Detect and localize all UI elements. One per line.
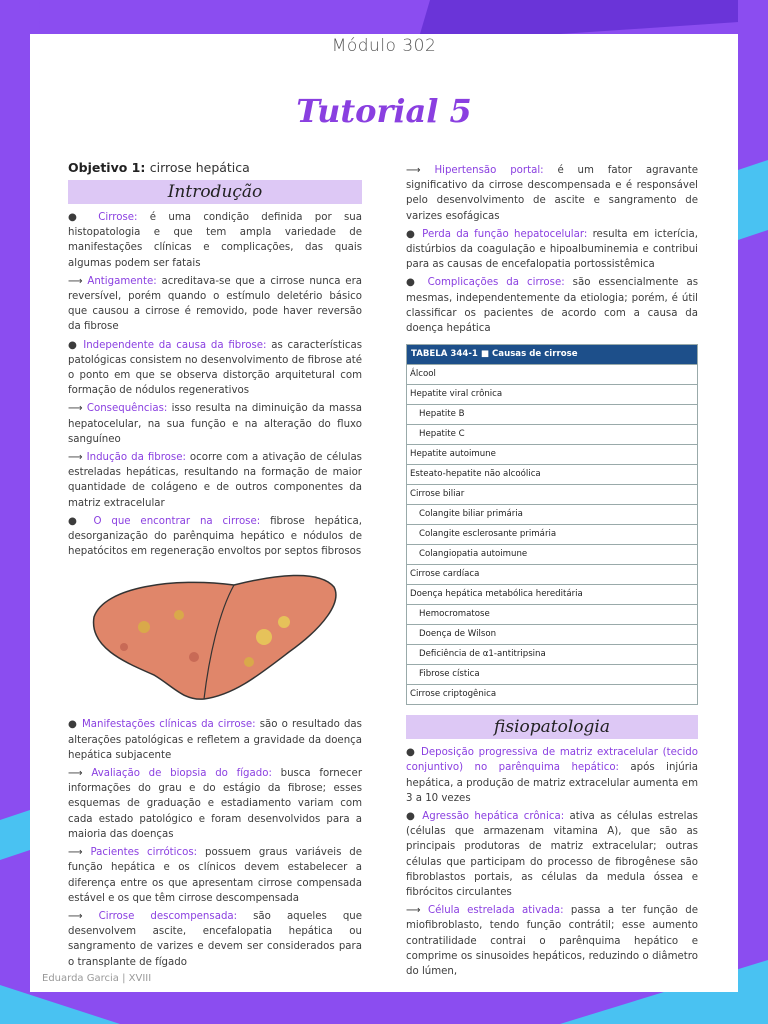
highlight-term: Consequências: — [86, 403, 168, 415]
highlight-term: Independente da causa da fibrose: — [83, 339, 267, 351]
paragraph-text: acreditava-se que a cirrose nunca era reversível, porém quando o estímulo deletério básico que causou a cirrose é removido, pode haver reversão da fibrose — [68, 275, 362, 333]
objective-text: cirrose hepática — [149, 160, 250, 175]
table-row: Fibrose cística — [407, 664, 697, 684]
paragraph: ⟶ Cirrose descompensada: são aqueles que desenvolvem ascite, encefalopatia hepática ou sangramento de varizes e devem ser considerados para o transplante de fígado — [68, 910, 363, 968]
paragraph: ● Deposição progressiva de matriz extracelular (tecido conjuntivo) no parênquima hepático: após injúria hepática, a produção de matriz extracelular aumenta em 3 a 10 vezes — [406, 747, 698, 804]
table-row: Esteato-hepatite não alcoólica — [407, 464, 697, 484]
highlight-term: Deposição progressiva de matriz extracelular (tecido conjuntivo) no parênquima hepático: — [406, 747, 698, 774]
highlight-term: Perda da função hepatocelular: — [422, 228, 588, 240]
highlight-term: Pacientes cirróticos: — [90, 847, 198, 859]
paragraph: ● Cirrose: é uma condição definida por sua histopatologia e que tem ampla variedade de manifestações clínicas e complicações, das quais algumas podem ser fatais — [68, 212, 362, 269]
highlight-term: Complicações da cirrose: — [427, 277, 565, 289]
highlight-term: Indução da fibrose: — [86, 452, 186, 464]
paragraph: ⟶ Avaliação de biopsia do fígado: busca fornecer informações do grau e do estágio da fibrose; esses esquemas de graduação e estadiamento variam com cada estado patológico e foram desenvolvidos para a maioria das doenças — [68, 768, 363, 840]
highlight-term: Célula estrelada ativada: — [427, 905, 564, 917]
liver-illustration — [84, 567, 344, 707]
paragraph: ⟶ Indução da fibrose: ocorre com a ativação de células estreladas hepáticas, resultando na formação de maior quantidade de colágeno e de outros componentes da matriz extracelular — [68, 452, 362, 509]
table-row: Cirrose criptogênica — [407, 684, 697, 704]
paragraph-text: as características patológicas consistem no desenvolvimento de fibrose até o ponto em que se observa distorção arquitetural com formação de nódulos regenerativos — [68, 339, 362, 397]
table-row: Cirrose cardíaca — [407, 564, 697, 584]
paragraph-text: passa a ter função de miofibroblasto, tendo função contrátil; esse aumento contratilidade contrai o parênquima hepático e comprime os sinusoides hepáticos, reduzindo o diâmetro do lúmen, — [406, 905, 698, 978]
highlight-term: Cirrose descompensada: — [98, 910, 238, 922]
highlight-term: Manifestações clínicas da cirrose: — [81, 719, 256, 731]
paragraph: ● Complicações da cirrose: são essencialmente as mesmas, independentemente da etiologia; porém, é útil classificar os pacientes de acordo com a causa da doença hepática — [406, 277, 698, 335]
paragraph-text: são aqueles que desenvolvem ascite, encefalopatia hepática ou sangramento de varizes e devem ser considerados para o transplante de fígado — [68, 910, 363, 968]
highlight-term: Agressão hepática crônica: — [422, 811, 565, 823]
table-title: TABELA 344-1 ■ Causas de cirrose — [407, 345, 697, 364]
paragraph: ⟶ Célula estrelada ativada: passa a ter função de miofibroblasto, tendo função contrátil; esse aumento contratilidade contrai o parênquima hepático e comprime os sinusoides hepáticos, reduzindo o diâmetro do lúmen, — [406, 905, 698, 978]
paragraph: ⟶ Consequências: isso resulta na diminuição da massa hepatocelular, na sua função e na alteração do fluxo sanguíneo — [68, 403, 362, 445]
paragraph-text: são essencialmente as mesmas, independentemente da etiologia; porém, é útil classificar os pacientes de acordo com a causa da doença hepática — [406, 277, 698, 335]
table-row: Hepatite B — [407, 404, 697, 424]
paragraph-text: são o resultado das alterações patológicas e refletem a gravidade da doença hepática subjacente — [68, 719, 362, 761]
highlight-term: Antigamente: — [87, 275, 157, 287]
paragraph-text: resulta em icterícia, distúrbios da coagulação e hipoalbuminemia e contribui para as causas de encefalopatia portossistêmica — [406, 228, 698, 271]
footer-author: Eduarda Garcia | XVIII — [42, 973, 152, 984]
table-row: Deficiência de α1-antitripsina — [407, 644, 697, 664]
table-row: Cirrose biliar — [407, 484, 697, 504]
paragraph: ⟶ Pacientes cirróticos: possuem graus variáveis de função hepática e os clínicos devem estabelecer a diferença entre os que apresentam cirrose compensada estável e os que têm cirrose descompensada — [68, 847, 362, 904]
table-row: Doença hepática metabólica hereditária — [407, 584, 697, 604]
paragraph-text: possuem graus variáveis de função hepática e os clínicos devem estabelecer a diferença entre os que apresentam cirrose compensada estável e os que têm cirrose descompensada — [68, 847, 362, 904]
left-column — [68, 160, 362, 973]
paragraph-text: ocorre com a ativação de células estreladas hepáticas, resultando na formação de maior quantidade de colágeno e de outros componentes da matriz extracelular — [68, 452, 362, 509]
paragraph-text: fibrose hepática, desorganização do parênquima hepático e nódulos de hepatócitos em regeneração envoltos por septos fibrosos — [68, 515, 362, 558]
table-row: Hepatite viral crônica — [407, 384, 697, 404]
table-row: Álcool — [407, 364, 697, 384]
highlight-term: Hipertensão portal: — [434, 165, 544, 176]
paragraph-text: após injúria hepática, a produção de matriz extracelular aumenta em 3 a 10 vezes — [406, 762, 698, 804]
paragraph: ● Perda da função hepatocelular: resulta em icterícia, distúrbios da coagulação e hipoalbuminemia e contribui para as causas de encefalopatia portossistêmica — [406, 228, 698, 271]
highlight-term: Cirrose: — [98, 212, 138, 223]
right-column — [406, 163, 698, 982]
paragraph: ⟶ Antigamente: acreditava-se que a cirrose nunca era reversível, porém quando o estímulo deletério básico que causou a cirrose é removido, pode haver reversão da fibrose — [68, 275, 362, 333]
table-row: Colangiopatia autoimune — [407, 544, 697, 564]
table-row: Hepatite autoimune — [407, 444, 697, 464]
causes-table — [406, 344, 698, 705]
paragraph-text: é uma condição definida por sua histopatologia e que tem ampla variedade de manifestações clínicas e complicações, das quais algumas podem ser fatais — [68, 212, 362, 269]
table-row: Doença de Wilson — [407, 624, 697, 644]
section-intro: Introdução — [68, 180, 362, 204]
paragraph-text: busca fornecer informações do grau e do estágio da fibrose; esses esquemas de graduação e estadiamento variam com cada estado patológico e foram desenvolvidos para a maioria das doenças — [68, 768, 363, 840]
paragraph: ● Manifestações clínicas da cirrose: são o resultado das alterações patológicas e refletem a gravidade da doença hepática subjacente — [68, 719, 362, 761]
table-row: Hepatite C — [407, 424, 697, 444]
paragraph-text: ativa as células estrelas (células que armazenam vitamina A), que são as principais produtoras de matriz extracelular; outras células que participam do processo de fibrogênese são fibroblastos portais, as células da medula óssea e fibrócitos circulantes — [406, 811, 698, 899]
paragraph: ⟶ Hipertensão portal: é um fator agravante significativo da cirrose descompensada e é responsável pelo desenvolvimento de ascite e sangramento de varizes esofágicas — [406, 165, 699, 222]
table-body — [407, 364, 697, 704]
page-title: Tutorial 5 — [296, 92, 472, 130]
objective-heading — [68, 160, 362, 176]
paragraph: ● O que encontrar na cirrose: fibrose hepática, desorganização do parênquima hepático e nódulos de hepatócitos em regeneração envoltos por septos fibrosos — [68, 515, 362, 558]
highlight-term: Avaliação de biopsia do fígado: — [91, 768, 272, 780]
table-row: Colangite biliar primária — [407, 504, 697, 524]
highlight-term: O que encontrar na cirrose: — [93, 515, 261, 527]
paragraph: ● Agressão hepática crônica: ativa as células estrelas (células que armazenam vitamina A), que são as principais produtoras de matriz extracelular; outras células que participam do processo de fibrogênese são fibroblastos portais, as células da medula óssea e fibrócitos circulantes — [406, 811, 698, 899]
paragraph: ● Independente da causa da fibrose: as características patológicas consistem no desenvolvimento de fibrose até o ponto em que se observa distorção arquitetural com formação de nódulos regenerativos — [68, 339, 362, 397]
objective-label: Objetivo 1: — [68, 160, 146, 175]
paragraph-text: é um fator agravante significativo da cirrose descompensada e é responsável pelo desenvolvimento de ascite e sangramento de varizes esofágicas — [406, 165, 699, 222]
paragraph-text: isso resulta na diminuição da massa hepatocelular, na sua função e na alteração do fluxo sanguíneo — [68, 403, 362, 445]
table-row: Hemocromatose — [407, 604, 697, 624]
table-row: Colangite esclerosante primária — [407, 524, 697, 544]
section-physio: fisiopatologia — [406, 715, 698, 739]
module-label: Módulo 302 — [331, 36, 437, 56]
